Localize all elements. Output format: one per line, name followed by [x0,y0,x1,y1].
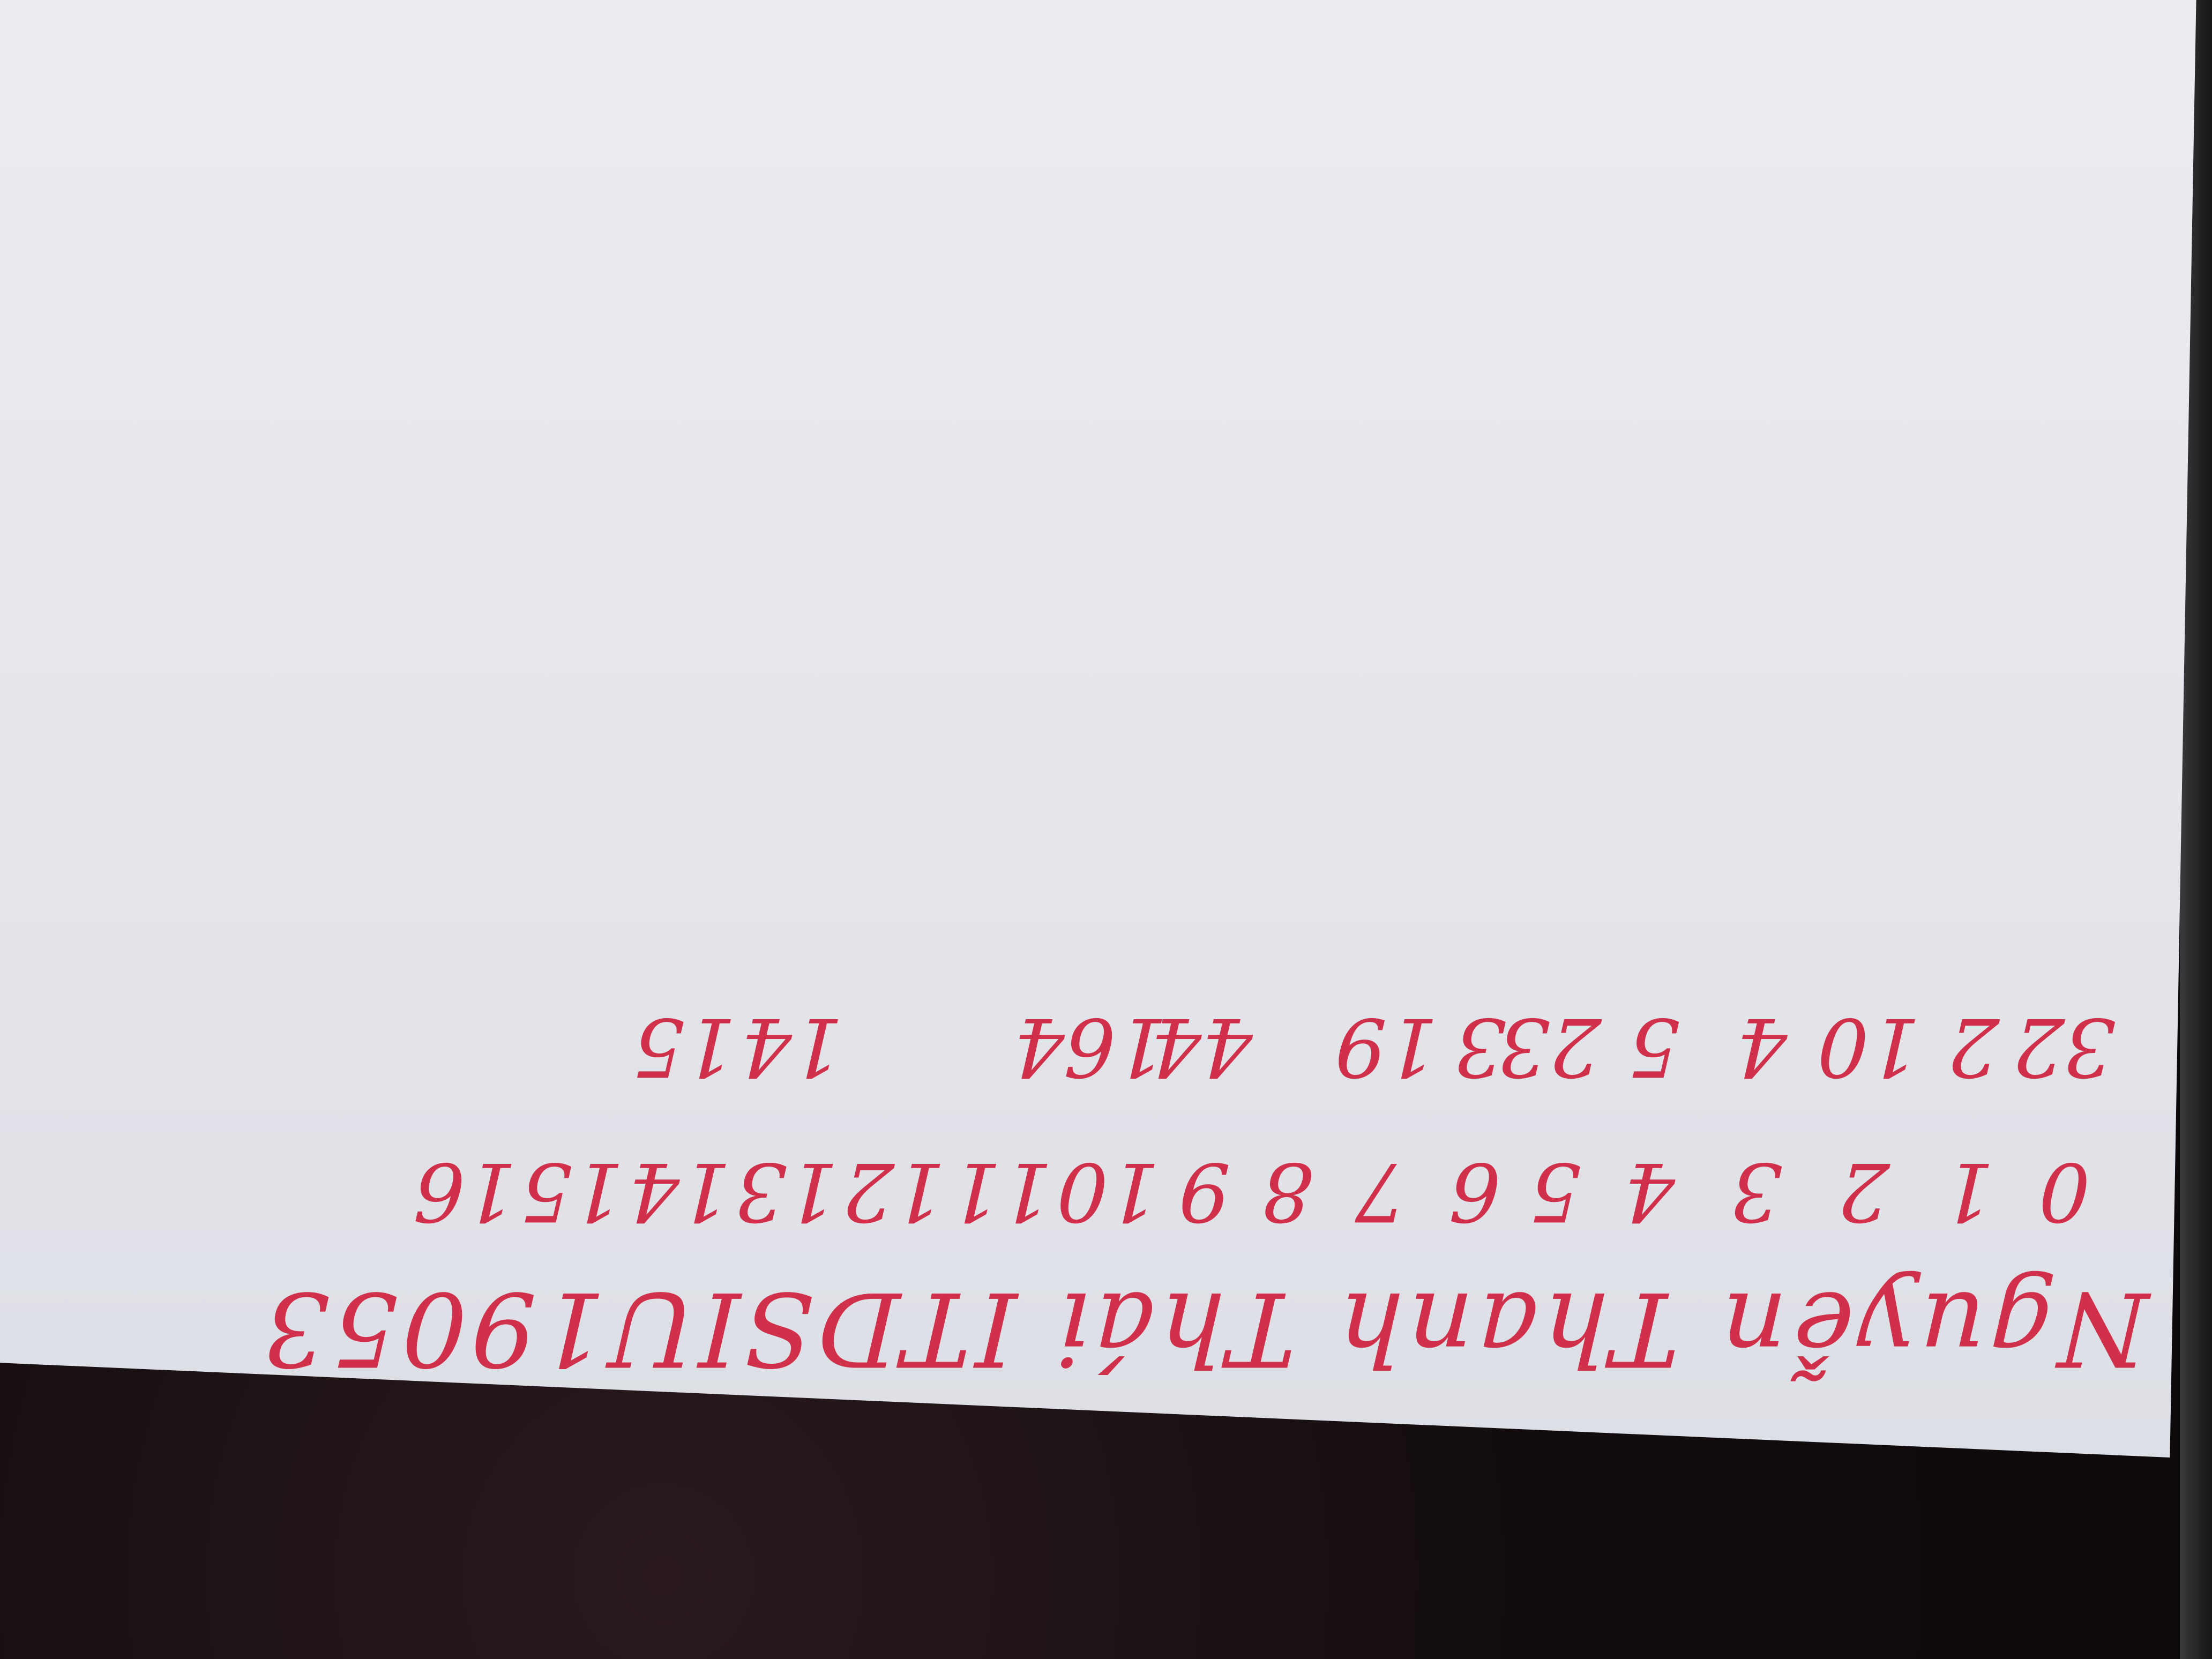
index-cell: 5 [1528,1145,1583,1238]
value-row [415,1000,2117,1093]
index-cell: 4 [1622,1145,1677,1238]
index-cell: 15 [519,1145,625,1238]
index-cell: 10 [1055,1145,1161,1238]
index-cell: 14 [626,1145,733,1238]
value-cell: 19 [1333,1000,1439,1093]
value-cell: 32 [2011,1000,2117,1093]
index-cell: 3 [1729,1145,1784,1238]
value-cell: 23 [1497,1000,1603,1093]
value-cell: 14 [738,1000,845,1093]
student-name-id: Nguyễn Thanh Thái ITDSIU19053 [257,1269,2150,1388]
handwritten-notes [249,922,2173,1393]
value-cell: 164 [1011,1000,1169,1093]
index-cell: 11 [948,1145,1054,1238]
index-cell: 13 [734,1145,840,1238]
value-cell [522,1000,632,1093]
value-cell: 5 [1627,1000,1682,1093]
index-cell: 6 [1448,1145,1503,1238]
index-cell: 1 [1941,1145,1996,1238]
index-cell: 7 [1354,1145,1409,1238]
value-cell: 2 [1946,1000,2000,1093]
index-row [410,1145,2112,1238]
value-cell [1251,1000,1334,1093]
value-cell [843,1000,954,1093]
index-cell: 9 [1177,1145,1232,1238]
index-cell: 8 [1260,1145,1315,1238]
value-cell: 3 [1453,1000,1507,1093]
value-cell [951,1000,1061,1093]
value-cell: 15 [631,1000,737,1093]
index-cell: 16 [412,1145,518,1238]
value-cell: 44 [1148,1000,1254,1093]
value-cell: 4 [1734,1000,1789,1093]
value-cell [415,1000,525,1093]
index-cell: 2 [1836,1145,1891,1238]
index-cell: 12 [841,1145,947,1238]
index-cell: 0 [2037,1145,2092,1238]
value-cell: 10 [1815,1000,1922,1093]
